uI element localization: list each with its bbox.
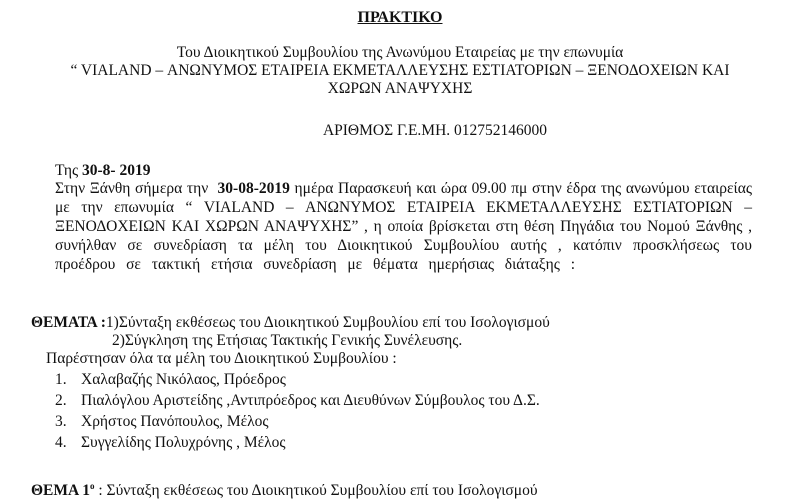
- date-label: Της: [55, 162, 79, 179]
- member-name: Συγγελίδης Πολυχρόνης , Μέλος: [81, 434, 286, 451]
- attendance-text: Παρέστησαν όλα τα μέλη του Διοικητικού Συμβουλίου :: [46, 350, 397, 367]
- topic1-sup: ο: [90, 481, 95, 491]
- body-text: Στην Ξάνθη σήμερα την: [55, 180, 209, 197]
- member-number: 2.: [55, 392, 67, 409]
- topic1-label: ΘΕΜΑ 1: [31, 482, 90, 500]
- member-number: 3.: [55, 413, 67, 430]
- member-name: Πιαλόγλου Αριστείδης ,Αντιπρόεδρος και Διευθύνων Σύμβουλος του Δ.Σ.: [81, 392, 540, 409]
- member-item: [55, 371, 286, 389]
- member-number: 4.: [55, 434, 67, 451]
- body-line: [55, 180, 752, 198]
- topic-item: 2)Σύγκληση της Ετήσιας Τακτικής Γενικής Συνέλευσης.: [112, 332, 463, 349]
- member-item: [55, 434, 286, 452]
- body-line: συνήλθαν σε συνεδρίαση τα μέλη του Διοικητικού Συμβουλίου αυτής , κατόπιν προσκλήσεως του: [55, 237, 752, 254]
- body-text: ημέρα Παρασκευή και ώρα 09.00 πμ στην έδρα της ανωνύμου εταιρείας: [294, 180, 752, 197]
- member-item: [55, 413, 269, 431]
- header-line: Του Διοικητικού Συμβουλίου της Ανωνύμου Εταιρείας με την επωνυμία: [176, 44, 624, 61]
- member-name: Χρήστος Πανόπουλος, Μέλος: [81, 413, 269, 430]
- date-line: [55, 162, 150, 180]
- body-line: με την επωνυμία “ VIALAND – ΑΝΩΝΥΜΟΣ ΕΤΑΙΡΕΙΑ ΕΚΜΕΤΑΛΛΕΥΣΗΣ ΕΣΤΙΑΤΟΡΙΩΝ –: [55, 199, 752, 216]
- member-item: [55, 392, 540, 410]
- registry-number: ΑΡΙΘΜΟΣ Γ.Ε.ΜΗ. 012752146000: [322, 122, 548, 139]
- date: 30-8- 2019: [82, 162, 151, 179]
- meeting-date: 30-08-2019: [217, 180, 290, 197]
- topic1-text: : Σύνταξη εκθέσεως του Διοικητικού Συμβουλίου επί του Ισολογισμού: [98, 482, 538, 500]
- body-line: ΞΕΝΟΔΟΧΕΙΩΝ ΚΑΙ ΧΩΡΩΝ ΑΝΑΨΥΧΗΣ” , η οποία βρίσκεται στη θέση Πηγάδια του Νομού Ξάνθης ,: [55, 218, 752, 235]
- header-line: “ VIALAND – ΑΝΩΝΥΜΟΣ ΕΤΑΙΡΕΙΑ ΕΚΜΕΤΑΛΛΕΥΣΗΣ ΕΣΤΙΑΤΟΡΙΩΝ – ΞΕΝΟΔΟΧΕΙΩΝ ΚΑΙ: [70, 62, 730, 79]
- document-title: ΠΡΑΚΤΙΚΟ: [357, 9, 443, 26]
- topic-item: 1)Σύνταξη εκθέσεως του Διοικητικού Συμβουλίου επί του Ισολογισμού: [105, 314, 550, 331]
- body-line: προέδρου σε τακτική ετήσια συνεδρίαση με θέματα ημερήσιας διάταξης :: [55, 256, 575, 273]
- topics-label: ΘΕΜΑΤΑ :: [31, 314, 106, 331]
- member-name: Χαλαβαζής Νικόλαος, Πρόεδρος: [81, 371, 286, 388]
- header-line: ΧΩΡΩΝ ΑΝΑΨΥΧΗΣ: [327, 80, 473, 97]
- topics-line: [31, 314, 550, 332]
- member-number: 1.: [55, 371, 67, 388]
